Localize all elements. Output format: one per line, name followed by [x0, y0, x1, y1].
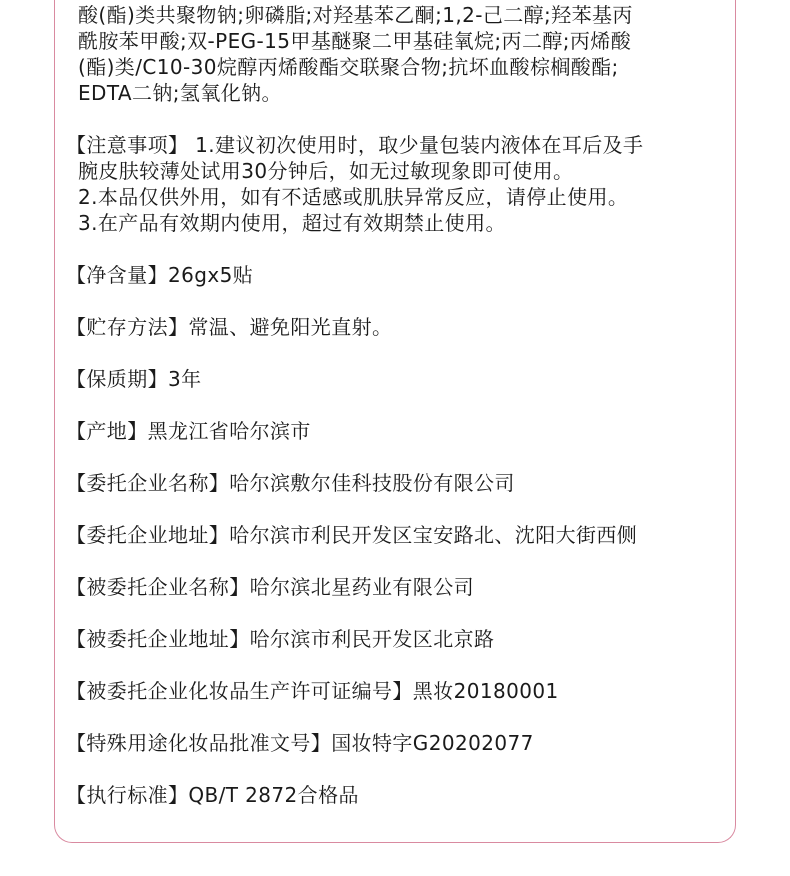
- field-shelf-life: 【保质期】3年: [66, 367, 202, 391]
- ingredients-line: (酯)类/C10-30烷醇丙烯酸酯交联聚合物;抗坏血酸棕榈酸酯;: [78, 55, 619, 79]
- field-storage: 【贮存方法】常温、避免阳光直射。: [66, 315, 393, 339]
- notes-line: 【注意事项】 1.建议初次使用时，取少量包装内液体在耳后及手: [66, 133, 644, 157]
- field-approval-number: 【特殊用途化妆品批准文号】国妆特字G20202077: [66, 731, 534, 755]
- field-production-license: 【被委托企业化妆品生产许可证编号】黑妆20180001: [66, 679, 559, 703]
- field-entrusted-company-name: 【被委托企业名称】哈尔滨北星药业有限公司: [66, 575, 474, 599]
- notes-block: [66, 132, 718, 236]
- ingredients-block: [78, 2, 718, 106]
- product-info-text: [66, 0, 718, 808]
- field-entrusted-company-address: 【被委托企业地址】哈尔滨市利民开发区北京路: [66, 627, 495, 651]
- ingredients-line: EDTA二钠;氢氧化钠。: [78, 81, 282, 105]
- notes-line: 3.在产品有效期内使用，超过有效期禁止使用。: [78, 211, 506, 235]
- field-entrusting-company-address: 【委托企业地址】哈尔滨市利民开发区宝安路北、沈阳大街西侧: [66, 523, 638, 547]
- ingredients-line: 酰胺苯甲酸;双-PEG-15甲基醚聚二甲基硅氧烷;丙二醇;丙烯酸: [78, 29, 632, 53]
- ingredients-line: 酸(酯)类共聚物钠;卵磷脂;对羟基苯乙酮;1,2-己二醇;羟苯基丙: [78, 3, 633, 27]
- field-origin: 【产地】黑龙江省哈尔滨市: [66, 419, 311, 443]
- field-entrusting-company-name: 【委托企业名称】哈尔滨敷尔佳科技股份有限公司: [66, 471, 515, 495]
- field-standard: 【执行标准】QB/T 2872合格品: [66, 783, 359, 807]
- notes-line: 腕皮肤较薄处试用30分钟后，如无过敏现象即可使用。: [78, 159, 574, 183]
- notes-line: 2.本品仅供外用，如有不适感或肌肤异常反应，请停止使用。: [78, 185, 629, 209]
- field-net-content: 【净含量】26gx5贴: [66, 263, 254, 287]
